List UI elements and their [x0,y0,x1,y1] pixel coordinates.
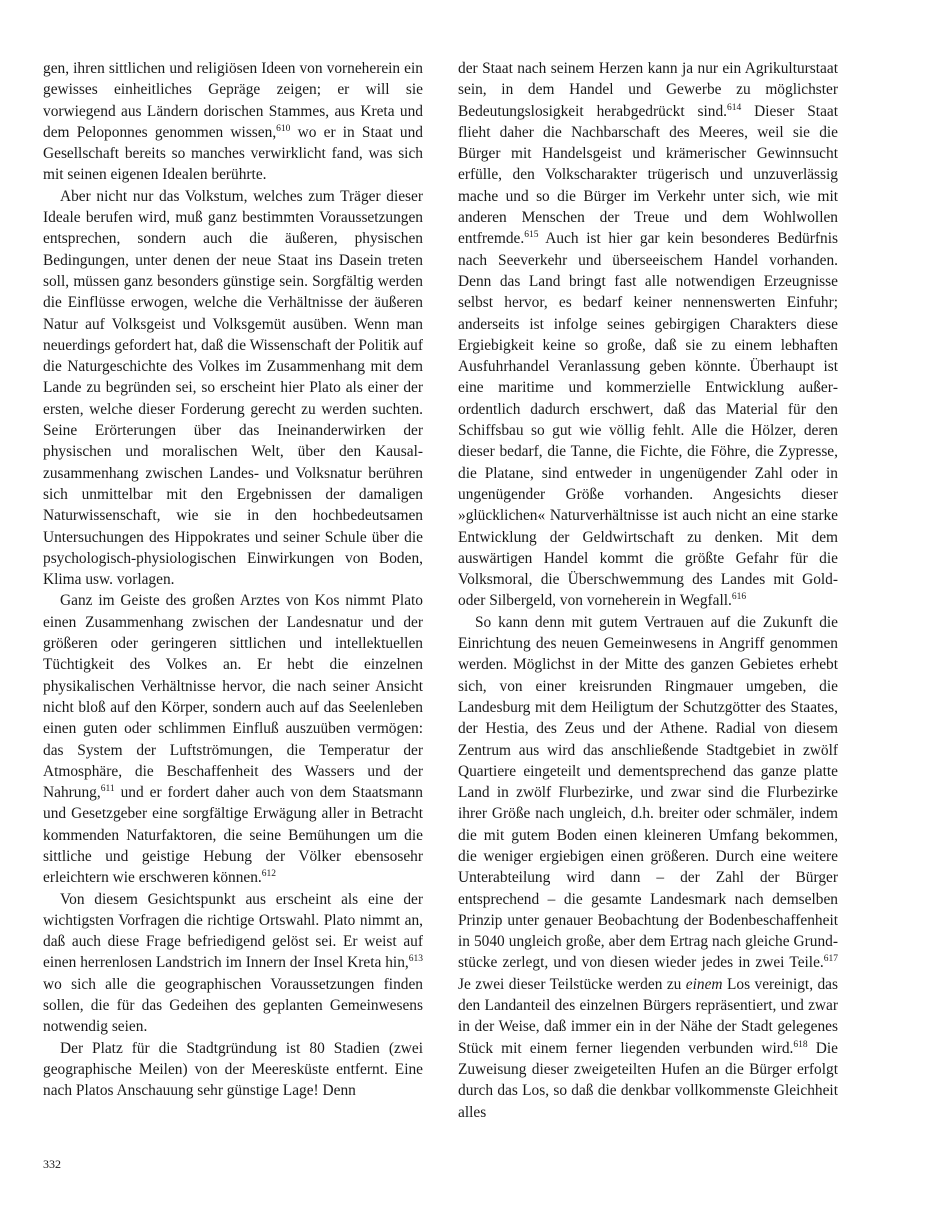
paragraph [43,58,423,186]
footnote-marker: 612 [261,869,277,880]
text-run: Der Platz für die Stadtgründung ist 80 Stadien (zwei geographische Meilen) von der Meeresküste entfernt. Eine nach Platos Anschauung sehr günstige Lage! Denn [43,1039,423,1100]
paragraph [43,590,423,888]
text-run: Los vereinigt, das den Landanteil des einzelnen Bürgers repräsentiert, und zwar in der Weise, daß immer ein in der Nähe der Stadt gelegenes Stück mit einem ferner liegenden verbunden wird. [458,975,838,1057]
right-text-column [458,58,838,1123]
paragraph [43,889,423,1038]
text-run: Je zwei dieser Teilstücke werden zu [458,975,686,993]
text-run: gen, ihren sittlichen und religiösen Ideen von vorneherein ein gewisses einheitliches Gepräge zeigen; er will sie vorwiegend aus Ländern dorischen Stammes, aus Kreta und dem Peloponnes genommen wissen, [43,60,423,141]
footnote-marker: 618 [793,1039,808,1050]
footnote-marker: 616 [731,592,747,603]
footnote-marker: 617 [823,954,838,965]
footnote-marker: 611 [100,784,115,795]
footnote-marker: 615 [524,230,539,241]
emphasized-text: einem [685,975,723,993]
text-run: Die Zuweisung dieser zweigeteilten Hufen an die Bürger erfolgt durch das Los, so daß die denkbar vollkommenste Gleichheit alles [458,1039,838,1121]
footnote-marker: 613 [408,954,423,965]
paragraph [43,186,423,591]
page-number: 332 [43,1157,61,1171]
left-text-column [43,58,423,1102]
text-run: wo sich alle die geographischen Voraussetzungen finden sollen, die für das Gedeihen des geplanten Gemeinwesens notwendig seien. [43,975,423,1036]
text-run: Dieser Staat flieht daher die Nachbarschaft des Meeres, weil sie die Bürger mit Handelsgeist und krämerischer Gewinnsucht erfülle, den Volkscharakter trügerisch und unzuverlässig mache und so die Bürger im Verkehr unter sich, wie mit anderen Menschen der Treue und dem Wohlwollen entfremde. [458,102,839,248]
text-run: Auch ist hier gar kein besonderes Bedürfnis nach Seeverkehr und überseeischem Handel vorhanden. Denn das Land bringt fast alle notwendigen Erzeugnisse selbst hervor, es bedarf keiner nennenswerten Einfuhr; anderseits ist infolge seines gebirgigen Charakters diese Ergiebigkeit keine so große, daß sie zu einem lebhaften Ausfuhrhandel Veranlassung geben könnte. Überhaupt ist eine maritime und kommerzielle Entwicklung außerordentlich dadurch erschwert, daß das Material für den Schiffsbau so gut wie völlig fehlt. Alle die Hölzer, deren dieser bedarf, die Tanne, die Fichte, die Föhre, die Zypresse, die Platane, sind entweder in ungenügender Zahl oder in ungenügender Größe vorhanden. Angesichts dieser »glücklichen« Naturverhältnisse ist auch nicht an eine starke Entwicklung der Geldwirtschaft zu denken. Mit dem auswärtigen Handel kommt die größte Gefahr für die Volksmoral, die Überschwemmung des Landes mit Gold- oder Silbergeld, von vorneherein in Wegfall. [458,230,838,610]
footnote-marker: 610 [276,123,291,134]
text-run: Von diesem Gesichtspunkt aus erscheint als eine der wichtigsten Vorfragen die richtige Ortswahl. Plato nimmt an, daß auch diese Frage befriedigend gelöst sei. Er weist auf einen herrenlosen Landstrich im Innern der Insel Kreta hin, [43,890,423,972]
text-run: und er fordert daher auch von dem Staatsmann und Gesetzgeber eine sorgfältige Erwägung aller in Betracht kommenden Naturfaktoren, die seine Bemühungen um die sittliche und geistige Hebung der Völker ebensosehr erleichtern wie erschweren können. [43,784,423,887]
footnote-marker: 614 [727,102,742,113]
paragraph [458,612,838,1123]
text-run: wo er in Staat und Gesellschaft bereits so manches verwirklicht fand, was sich mit seinen eigenen Idealen berührte. [43,123,423,184]
text-run: Aber nicht nur das Volkstum, welches zum Träger dieser Ideale berufen wird, muß ganz bestimmten Voraussetzungen entsprechen, sondern auch die äußeren, physischen Bedingungen, unter denen der neue Staat ins Dasein treten soll, müssen ganz besonders günstige sein. Sorgfältig werden die Einflüsse erwogen, welche die Verhältnisse der äußeren Natur auf Volksgeist und Volksgemüt ausüben. Wenn man neuerdings gefordert hat, daß die Wissenschaft der Politik auf die Naturgeschichte des Volkes im Zusammenhang mit dem Lande zu begründen sei, so erscheint hier Plato als einer der ersten, welche dieser Forderung gerecht zu werden suchten. Seine Erörterungen über das Ineinanderwirken der physischen und moralischen Welt, über den Kausalzusammenhang zwischen Landes- und Volksnatur berühren sich unmittelbar mit den Ergebnissen der damaligen Naturwissenschaft, wie sie in den hochbedeutsamen Untersuchungen des Hippokrates und seiner Schule über die psychologisch-physiologischen Einwirkungen von Boden, Klima usw. vorlagen. [43,187,423,589]
paragraph [43,1038,423,1102]
text-run: Ganz im Geiste des großen Arztes von Kos nimmt Plato einen Zusammenhang zwischen der Landesnatur und der größeren oder geringeren sittlichen und intellektuellen Tüchtigkeit des Volkes an. Er hebt die einzelnen physikalischen Verhältnisse hervor, die nach seiner Ansicht nicht bloß auf den Körper, sondern auch auf das Seelenleben einen guten oder schlimmen Einfluß auszuüben vermögen: das System der Luftströmungen, die Temperatur der Atmosphäre, die Beschaffenheit des Wassers und der Nahrung, [43,592,423,802]
paragraph [458,58,838,612]
text-run: So kann denn mit gutem Vertrauen auf die Zukunft die Einrichtung des neuen Gemeinwesens in Angriff genommen werden. Möglichst in der Mitte des ganzen Gebietes erhebt sich, von einer kreisrunden Ringmauer umgeben, die Landesburg mit dem Heiligtum der Schutzgötter des Staates, der Hestia, des Zeus und der Athene. Radial von diesem Zentrum aus wird das anschließende Stadtgebiet in zwölf Quartiere eingeteilt und dementsprechend das ganze platte Land in zwölf Flurbezirke, und zwar sind die Flurbezirke ihrer Größe nach ungleich, d.h. breiter oder schmäler, indem die mit gutem Boden einen kleineren Umfang bekommen, die weniger ergiebigen einen größeren. Durch eine weitere Unterabteilung wird dann – der Zahl der Bürger entsprechend – die gesamte Landesmark nach demselben Prinzip unter genauer Beobachtung der Bodenbeschaffenheit in 5040 ungleich große, aber dem Ertrag nach gleiche Grundstücke zerlegt, und von diesen wieder jedes in zwei Teile. [458,613,838,972]
text-run: der Staat nach seinem Herzen kann ja nur ein Agrikulturstaat sein, in dem Handel und Gewerbe zu möglichster Bedeutungslosigkeit herabgedrückt sind. [458,60,838,120]
